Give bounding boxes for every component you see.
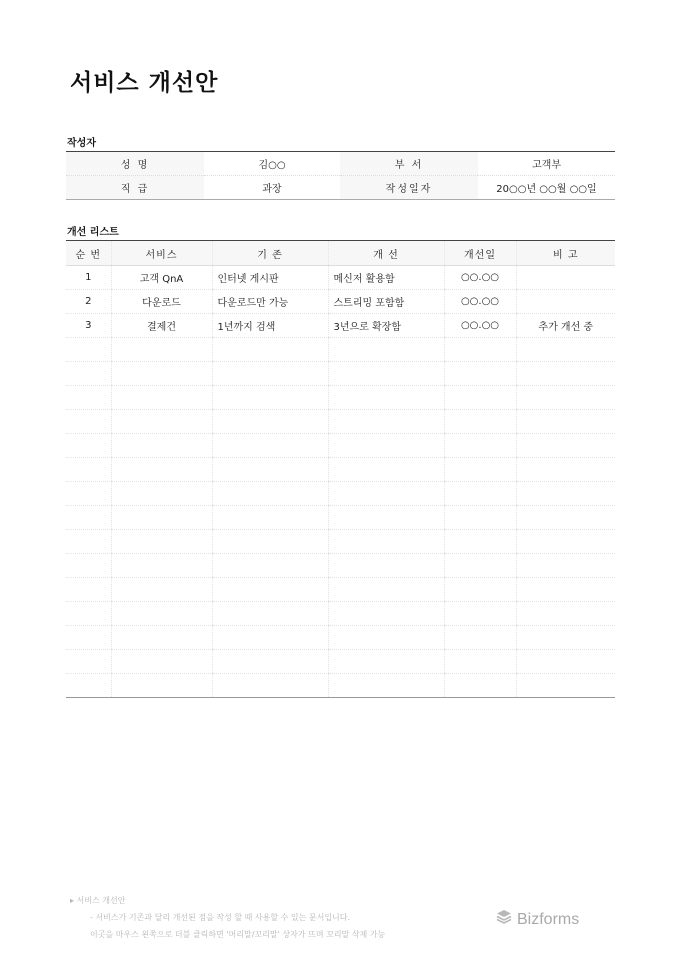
cell-before[interactable] <box>212 386 328 410</box>
empty-table-row <box>66 602 615 626</box>
department-value[interactable]: 고객부 <box>478 152 615 176</box>
cell-note[interactable] <box>516 290 615 314</box>
logo-text: Bizforms <box>517 910 580 928</box>
cell-before[interactable] <box>212 626 328 650</box>
cell-before[interactable] <box>212 410 328 434</box>
cell-date[interactable] <box>444 458 516 482</box>
cell-before[interactable] <box>212 362 328 386</box>
cell-before[interactable] <box>212 434 328 458</box>
cell-after[interactable]: 3년으로 확장함 <box>328 314 444 338</box>
cell-after[interactable] <box>328 386 444 410</box>
header-no: 순 번 <box>66 241 111 266</box>
empty-table-row <box>66 554 615 578</box>
cell-after[interactable] <box>328 482 444 506</box>
cell-no[interactable] <box>66 650 111 674</box>
cell-no[interactable] <box>66 434 111 458</box>
date-label: 작성일자 <box>340 176 478 200</box>
cell-date[interactable] <box>444 554 516 578</box>
footer-instruction: 이곳을 마우스 왼쪽으로 더블 클릭하면 '머리말/꼬리말' 상자가 뜨며 꼬리말 삭제 가능 <box>90 930 386 939</box>
cell-note[interactable] <box>516 602 615 626</box>
cell-note[interactable] <box>516 650 615 674</box>
cell-no[interactable] <box>66 578 111 602</box>
department-label: 부 서 <box>340 152 478 176</box>
cell-date[interactable] <box>444 482 516 506</box>
rank-label: 직 급 <box>66 176 204 200</box>
cell-before[interactable] <box>212 530 328 554</box>
cell-date[interactable] <box>444 530 516 554</box>
cell-date[interactable] <box>444 338 516 362</box>
empty-table-row <box>66 506 615 530</box>
cell-before[interactable] <box>212 578 328 602</box>
empty-table-row <box>66 674 615 698</box>
cell-service[interactable] <box>111 410 212 434</box>
cell-service[interactable] <box>111 338 212 362</box>
cell-service[interactable] <box>111 602 212 626</box>
cell-service[interactable] <box>111 554 212 578</box>
cell-no[interactable] <box>66 386 111 410</box>
cell-no[interactable] <box>66 626 111 650</box>
cell-note[interactable] <box>516 434 615 458</box>
list-section-label: 개선 리스트 <box>67 227 119 238</box>
cell-no[interactable] <box>66 458 111 482</box>
cell-service[interactable] <box>111 506 212 530</box>
header-before: 기 존 <box>212 241 328 266</box>
empty-table-row <box>66 530 615 554</box>
cell-service[interactable] <box>111 650 212 674</box>
cell-before[interactable]: 1년까지 검색 <box>212 314 328 338</box>
cell-date[interactable] <box>444 410 516 434</box>
cell-after[interactable] <box>328 338 444 362</box>
cell-before[interactable] <box>212 338 328 362</box>
cell-after[interactable] <box>328 554 444 578</box>
empty-table-row <box>66 410 615 434</box>
cell-after[interactable] <box>328 410 444 434</box>
cell-service[interactable] <box>111 386 212 410</box>
cell-date[interactable] <box>444 602 516 626</box>
cell-no[interactable] <box>66 530 111 554</box>
cell-no[interactable] <box>66 338 111 362</box>
cell-note[interactable] <box>516 530 615 554</box>
cell-before[interactable] <box>212 458 328 482</box>
cell-no[interactable]: 3 <box>66 314 111 338</box>
cell-before[interactable] <box>212 506 328 530</box>
cell-before[interactable] <box>212 554 328 578</box>
author-section-label: 작성자 <box>67 138 96 149</box>
empty-table-row <box>66 338 615 362</box>
header-note: 비 고 <box>516 241 615 266</box>
cell-before[interactable] <box>212 482 328 506</box>
cell-note[interactable] <box>516 266 615 290</box>
document-title: 서비스 개선안 <box>70 70 219 96</box>
cell-service[interactable]: 고객 QnA <box>111 266 212 290</box>
date-value[interactable]: 20○○년 ○○월 ○○일 <box>478 176 615 200</box>
name-value[interactable]: 김○○ <box>204 152 340 176</box>
stacked-layers-icon <box>495 908 517 931</box>
cell-after[interactable] <box>328 530 444 554</box>
empty-table-row <box>66 626 615 650</box>
rank-value[interactable]: 과장 <box>204 176 340 200</box>
cell-before[interactable]: 인터넷 게시판 <box>212 266 328 290</box>
header-service: 서비스 <box>111 241 212 266</box>
cell-service[interactable] <box>111 434 212 458</box>
cell-service[interactable] <box>111 362 212 386</box>
cell-after[interactable] <box>328 458 444 482</box>
cell-note[interactable] <box>516 458 615 482</box>
cell-after[interactable] <box>328 602 444 626</box>
cell-note[interactable] <box>516 506 615 530</box>
cell-after[interactable]: 스트리밍 포함함 <box>328 290 444 314</box>
footer-note <box>70 892 385 943</box>
cell-before[interactable]: 다운로드만 가능 <box>212 290 328 314</box>
cell-after[interactable] <box>328 362 444 386</box>
empty-table-row <box>66 650 615 674</box>
author-info-table <box>66 151 615 200</box>
cell-note[interactable] <box>516 410 615 434</box>
cell-after[interactable] <box>328 578 444 602</box>
cell-note[interactable] <box>516 482 615 506</box>
cell-note[interactable] <box>516 626 615 650</box>
empty-table-row <box>66 362 615 386</box>
cell-date[interactable] <box>444 506 516 530</box>
cell-service[interactable]: 결제건 <box>111 314 212 338</box>
cell-date[interactable] <box>444 362 516 386</box>
header-after: 개 선 <box>328 241 444 266</box>
cell-after[interactable] <box>328 506 444 530</box>
cell-before[interactable] <box>212 674 328 698</box>
cell-note[interactable] <box>516 386 615 410</box>
cell-no[interactable] <box>66 482 111 506</box>
name-label: 성 명 <box>66 152 204 176</box>
empty-table-row <box>66 458 615 482</box>
cell-no[interactable]: 2 <box>66 290 111 314</box>
cell-after[interactable] <box>328 434 444 458</box>
cell-note[interactable]: 추가 개선 중 <box>516 314 615 338</box>
cell-no[interactable] <box>66 602 111 626</box>
cell-date[interactable]: ○○.○○ <box>444 290 516 314</box>
footer-description: - 서비스가 기존과 달리 개선된 점을 작성 할 때 사용할 수 있는 문서입니다. <box>90 913 351 922</box>
improvement-list-table <box>66 240 615 698</box>
author-row <box>66 176 615 200</box>
cell-date[interactable]: ○○.○○ <box>444 314 516 338</box>
header-date: 개선일 <box>444 241 516 266</box>
cell-note[interactable] <box>516 674 615 698</box>
cell-date[interactable] <box>444 626 516 650</box>
cell-no[interactable] <box>66 674 111 698</box>
empty-table-row <box>66 386 615 410</box>
table-header-row <box>66 241 615 266</box>
cell-no[interactable] <box>66 410 111 434</box>
cell-date[interactable]: ○○.○○ <box>444 266 516 290</box>
cell-service[interactable] <box>111 578 212 602</box>
table-row <box>66 266 615 290</box>
table-row <box>66 290 615 314</box>
cell-note[interactable] <box>516 338 615 362</box>
cell-after[interactable] <box>328 674 444 698</box>
cell-note[interactable] <box>516 554 615 578</box>
cell-service[interactable] <box>111 674 212 698</box>
cell-before[interactable] <box>212 602 328 626</box>
empty-table-row <box>66 482 615 506</box>
cell-after[interactable]: 메신저 활용함 <box>328 266 444 290</box>
footer-title: ▸ 서비스 개선안 <box>70 896 126 905</box>
cell-date[interactable] <box>444 386 516 410</box>
cell-date[interactable] <box>444 578 516 602</box>
cell-date[interactable] <box>444 650 516 674</box>
author-row <box>66 152 615 176</box>
cell-service[interactable] <box>111 458 212 482</box>
bizforms-logo <box>495 908 579 931</box>
empty-table-row <box>66 578 615 602</box>
cell-service[interactable] <box>111 626 212 650</box>
cell-before[interactable] <box>212 650 328 674</box>
cell-note[interactable] <box>516 578 615 602</box>
cell-date[interactable] <box>444 674 516 698</box>
cell-after[interactable] <box>328 626 444 650</box>
cell-no[interactable]: 1 <box>66 266 111 290</box>
cell-no[interactable] <box>66 554 111 578</box>
cell-date[interactable] <box>444 434 516 458</box>
cell-no[interactable] <box>66 362 111 386</box>
cell-after[interactable] <box>328 650 444 674</box>
empty-table-row <box>66 434 615 458</box>
table-row <box>66 314 615 338</box>
cell-note[interactable] <box>516 362 615 386</box>
cell-no[interactable] <box>66 506 111 530</box>
cell-service[interactable] <box>111 530 212 554</box>
cell-service[interactable] <box>111 482 212 506</box>
cell-service[interactable]: 다운로드 <box>111 290 212 314</box>
